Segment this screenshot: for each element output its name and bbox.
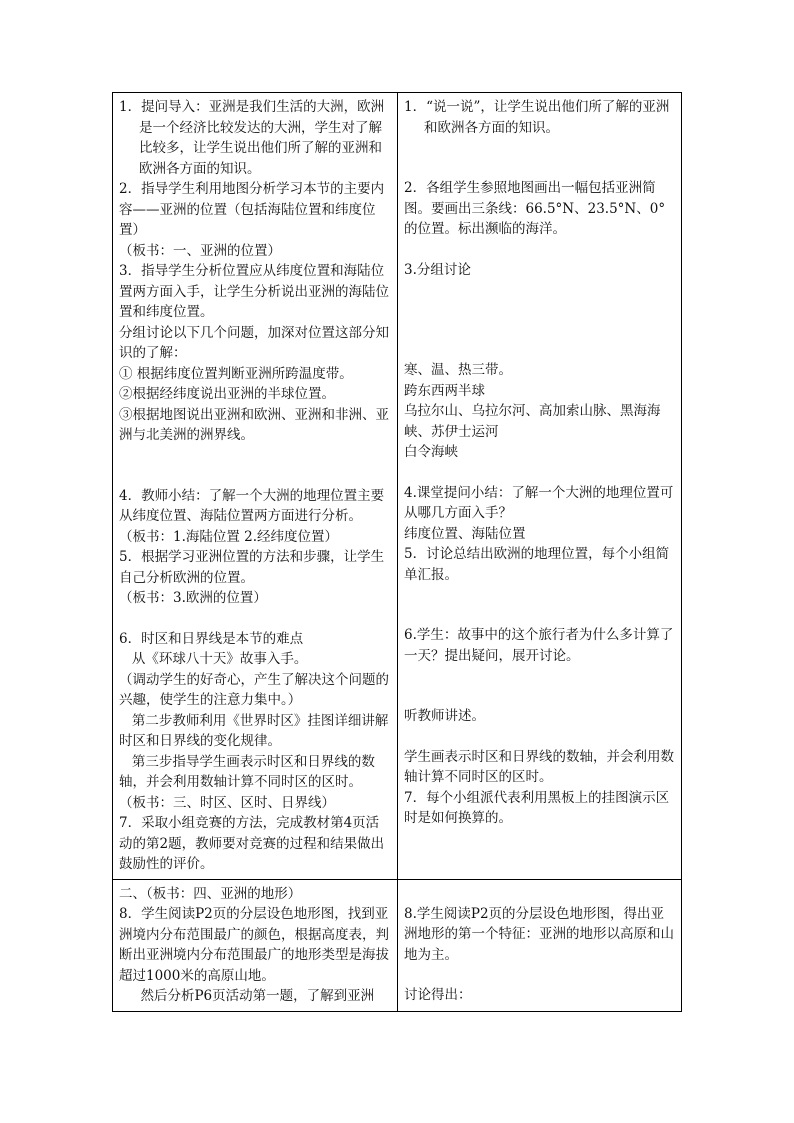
blank-line — [404, 158, 675, 178]
right-paragraph: 学生画表示时区和日界线的数轴，并会利用数轴计算不同时区的区时。 — [404, 748, 674, 785]
right-paragraph: 跨东西两半球 — [404, 382, 485, 399]
right-paragraph: 6.学生：故事中的这个旅行者为什么多计算了一天？提出疑问，展开讨论。 — [404, 627, 674, 664]
teacher-activity-cell — [113, 93, 398, 880]
left-paragraph: （板书：三、时区、区时、日界线） — [119, 794, 335, 811]
left-paragraph: ① 根据纬度位置判断亚洲所跨温度带。 — [119, 365, 353, 382]
left-paragraph: 第二步教师利用《世界时区》挂图详细讲解时区和日界线的变化规律。 — [119, 712, 389, 749]
blank-line — [404, 965, 675, 985]
right-paragraph: 7．每个小组派代表利用黑板上的挂图演示区时是如何换算的。 — [404, 789, 670, 826]
left-paragraph: ③根据地图说出亚洲和欧洲、亚洲和非洲、亚洲与北美洲的洲界线。 — [119, 406, 389, 443]
table-row — [113, 93, 682, 880]
left-paragraph: 二、（板书：四、亚洲的地形） — [119, 885, 302, 902]
right-paragraph: 8.学生阅读P2页的分层设色地形图，得出亚洲地形的第一个特征：亚洲的地形以高原和山地为主。 — [404, 905, 674, 963]
blank-line — [404, 686, 675, 706]
blank-line — [404, 280, 675, 300]
blank-line — [404, 585, 675, 605]
left-paragraph: （板书：3.欧洲的位置） — [119, 590, 267, 606]
lesson-plan-table — [112, 92, 682, 1012]
table-row — [113, 879, 682, 1011]
right-paragraph: 乌拉尔山、乌拉尔河、高加索山脉、黑海海峡、苏伊士运河 — [404, 403, 661, 440]
right-paragraph: 5．讨论总结出欧洲的地理位置，每个小组简单汇报。 — [404, 546, 670, 583]
blank-line — [119, 609, 391, 629]
right-paragraph: 1．“说一说”，让学生说出他们所了解的亚洲和欧洲各方面的知识。 — [404, 99, 670, 136]
teacher-activity-cell — [113, 879, 398, 1011]
blank-line — [404, 727, 675, 747]
blank-line — [404, 463, 675, 483]
right-paragraph: 听教师讲述。 — [404, 708, 485, 724]
left-paragraph: （调动学生的好奇心，产生了解决这个问题的兴趣，使学生的注意力集中。） — [119, 671, 389, 708]
left-paragraph: 然后分析P6页活动第一题，了解到亚洲 — [119, 988, 375, 1004]
student-activity-cell — [398, 879, 682, 1011]
left-paragraph: 7．采取小组竞赛的方法，完成教材第4页活动的第2题，教师要对竞赛的过程和结果做出鼓励性的评价。 — [119, 815, 385, 872]
left-paragraph: （板书：一、亚洲的位置） — [119, 242, 281, 259]
left-paragraph: 第三步指导学生画表示时区和日界线的数轴，并会利用数轴计算不同时区的区时。 — [119, 753, 375, 790]
left-paragraph: 8．学生阅读P2页的分层设色地形图，找到亚洲境内分布范围最广的颜色，根据高度表，判断出亚洲境内分布范围最广的地形类型是海拔超过1000米的高原山地。 — [119, 906, 389, 984]
blank-line — [404, 320, 675, 340]
right-paragraph: 寒、温、热三带。 — [404, 362, 512, 378]
blank-line — [404, 240, 675, 260]
left-paragraph: 6．时区和日界线是本节的难点 — [119, 630, 304, 647]
left-paragraph: 1．提问导入：亚洲是我们生活的大洲，欧洲是一个经济比较发达的大洲，学生对了解比较多，让学生说出他们所了解的亚洲和欧洲各方面的知识。 — [119, 99, 385, 177]
left-paragraph: （板书：1.海陆位置 2.经纬度位置） — [119, 528, 339, 545]
right-paragraph: 讨论得出： — [404, 987, 472, 1003]
student-activity-cell — [398, 93, 682, 880]
left-paragraph: 从《环球八十天》故事入手。 — [119, 651, 308, 667]
left-paragraph: 4．教师小结：了解一个大洲的地理位置主要从纬度位置、海陆位置两方面进行分析。 — [119, 487, 385, 524]
right-paragraph: 白令海峡 — [404, 444, 458, 460]
left-paragraph: ②根据经纬度说出亚洲的半球位置。 — [119, 386, 335, 402]
right-paragraph: 2．各组学生参照地图画出一幅包括亚洲简图。要画出三条线：66.5°N、23.5°N、0°的位置。标出濒临的海洋。 — [404, 180, 666, 237]
blank-line — [404, 138, 675, 158]
right-paragraph: 4.课堂提问小结：了解一个大洲的地理位置可从哪几方面入手？ — [404, 484, 674, 521]
left-paragraph: 5．根据学习亚洲位置的方法和步骤，让学生自己分析欧洲的位置。 — [119, 549, 385, 586]
blank-line — [404, 300, 675, 320]
blank-line — [119, 466, 391, 486]
left-paragraph: 2．指导学生利用地图分析学习本节的主要内容——亚洲的位置（包括海陆位置和纬度位置） — [119, 181, 385, 238]
left-paragraph: 分组讨论以下几个问题，加深对位置这部分知识的了解： — [119, 324, 389, 361]
blank-line — [404, 605, 675, 625]
left-paragraph: 3．指导学生分析位置应从纬度位置和海陆位置两方面入手，让学生分析说出亚洲的海陆位置和纬度位置。 — [119, 263, 389, 320]
blank-line — [119, 446, 391, 466]
right-paragraph: 3.分组讨论 — [404, 261, 471, 278]
blank-line — [404, 340, 675, 360]
blank-line — [404, 884, 675, 904]
blank-line — [404, 666, 675, 686]
right-paragraph: 纬度位置、海陆位置 — [404, 525, 526, 542]
